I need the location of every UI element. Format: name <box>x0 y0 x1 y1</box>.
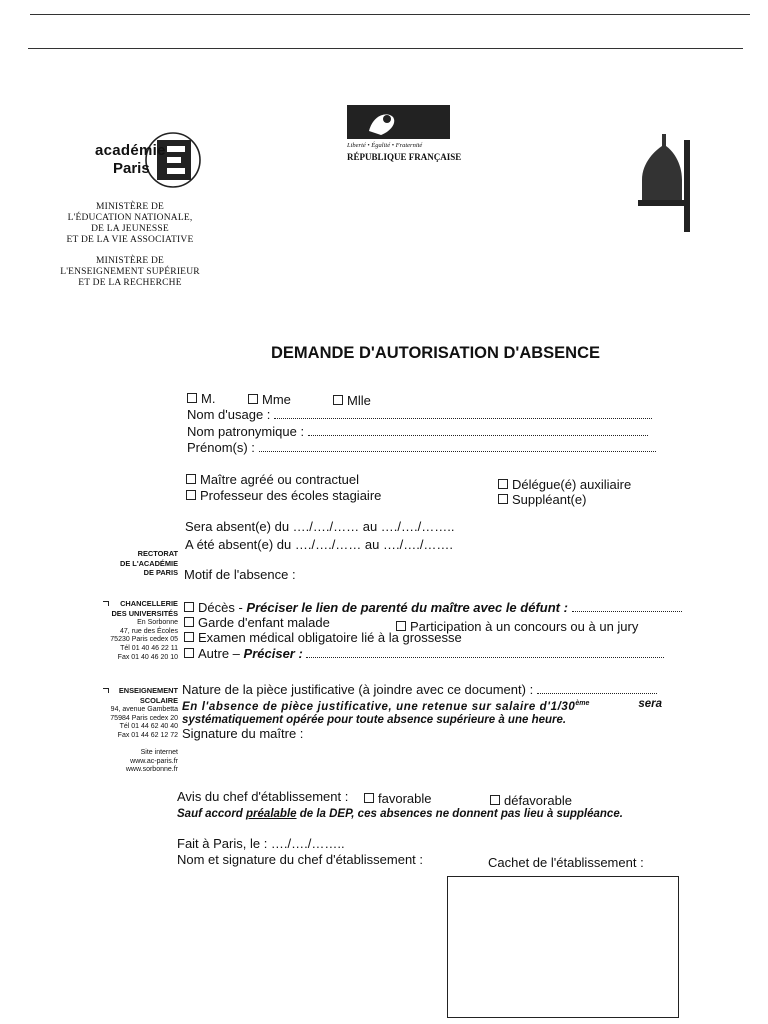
checkbox-mlle[interactable] <box>333 395 343 405</box>
civility-mme[interactable]: Mme <box>248 392 291 407</box>
date-a-ete-absent[interactable]: A été absent(e) du …./…./…… au …./…./……. <box>185 537 454 552</box>
academie-line2: Paris <box>113 160 150 177</box>
checkbox-favorable[interactable] <box>364 793 374 803</box>
checkbox-m[interactable] <box>187 393 197 403</box>
checkbox-maitre[interactable] <box>186 474 196 484</box>
status-prof[interactable]: Professeur des écoles stagiaire <box>186 488 381 503</box>
status-delegue[interactable]: Délégue(é) auxiliaire <box>498 477 631 492</box>
side-bracket-1 <box>103 601 109 606</box>
cachet-label: Cachet de l'établissement : <box>488 855 644 870</box>
field-nom-patronymique[interactable]: Nom patronymique : <box>187 424 648 439</box>
academie-logo <box>95 130 210 190</box>
checkbox-defavorable[interactable] <box>490 795 500 805</box>
checkbox-mme[interactable] <box>248 394 258 404</box>
reason-deces[interactable]: Décès - Préciser le lien de parenté du maître avec le défunt : <box>184 600 682 615</box>
date-sera-absent[interactable]: Sera absent(e) du …./…./…… au …./…./…….. <box>185 519 455 534</box>
signature-maitre[interactable]: Signature du maître : <box>182 726 304 741</box>
side-enseignement: ENSEIGNEMENT SCOLAIRE 94, avenue Gambetta 75984 Paris cedex 20 Tél 01 44 62 40 40 Fax 01 44 62 12 72 Site internet www.ac-paris.fr www.sorbonne.fr <box>110 686 178 774</box>
checkbox-suppleant[interactable] <box>498 494 508 504</box>
ministry-enseignement: MINISTÈRE DE L'ENSEIGNEMENT SUPÉRIEUR ET DE LA RECHERCHE <box>60 256 200 288</box>
avis-label: Avis du chef d'établissement : <box>177 789 349 804</box>
ministry-education: MINISTÈRE DE L'ÉDUCATION NATIONALE, DE LA JEUNESSE ET DE LA VIE ASSOCIATIVE <box>66 202 194 245</box>
checkbox-autre[interactable] <box>184 648 194 658</box>
checkbox-deces[interactable] <box>184 602 194 612</box>
retenue-line1: En l'absence de pièce justificative, une retenue sur salaire d'1/30ème sera <box>182 698 662 713</box>
civility-mlle[interactable]: Mlle <box>333 393 371 408</box>
rf-name: RÉPUBLIQUE FRANÇAISE <box>347 152 462 162</box>
sorbonne-logo <box>636 128 692 234</box>
republique-logo <box>347 105 462 165</box>
side-rectorat: RECTORAT DE L'ACADÉMIE DE PARIS <box>119 549 178 578</box>
document-title: DEMANDE D'AUTORISATION D'ABSENCE <box>271 344 601 362</box>
side-bracket-2 <box>103 688 109 693</box>
civility-m[interactable]: M. <box>187 391 215 406</box>
avis-defavorable[interactable]: défavorable <box>490 793 572 808</box>
checkbox-prof[interactable] <box>186 490 196 500</box>
sorbonne-dome-icon <box>636 128 692 234</box>
checkbox-delegue[interactable] <box>498 479 508 489</box>
avis-favorable[interactable]: favorable <box>364 791 431 806</box>
checkbox-examen[interactable] <box>184 632 194 642</box>
fait-a-paris[interactable]: Fait à Paris, le : …./…./…….. <box>177 836 345 851</box>
nature-piece[interactable]: Nature de la pièce justificative (à joindre avec ce document) : <box>182 682 657 697</box>
side-chancellerie: CHANCELLERIE DES UNIVERSITÉS En Sorbonne 47, rue des Écoles 75230 Paris cedex 05 Tél 01 40 46 22 11 Fax 01 40 46 20 10 <box>110 599 178 661</box>
marianne-icon <box>347 105 450 139</box>
motif-label: Motif de l'absence : <box>184 567 296 582</box>
academie-line1: académie <box>95 142 166 159</box>
field-prenom[interactable]: Prénom(s) : <box>187 440 656 455</box>
top-rule <box>30 14 750 15</box>
checkbox-garde[interactable] <box>184 617 194 627</box>
reason-autre[interactable]: Autre – Préciser : <box>184 646 664 661</box>
rf-motto: Liberté • Égalité • Fraternité <box>347 142 423 149</box>
reason-garde[interactable]: Garde d'enfant malade <box>184 615 330 630</box>
sauf-accord: Sauf accord préalable de la DEP, ces absences ne donnent pas lieu à suppléance. <box>177 808 623 820</box>
status-suppleant[interactable]: Suppléant(e) <box>498 492 586 507</box>
status-maitre[interactable]: Maître agréé ou contractuel <box>186 472 359 487</box>
field-nom-usage[interactable]: Nom d'usage : <box>187 407 652 422</box>
cachet-box[interactable] <box>447 876 679 1018</box>
reason-concours[interactable]: Participation à un concours ou à un jury <box>396 619 638 634</box>
top-rule-2 <box>28 48 743 49</box>
reason-examen[interactable]: Examen médical obligatoire lié à la grossesse <box>184 630 462 645</box>
nom-signature-chef: Nom et signature du chef d'établissement : <box>177 852 424 867</box>
retenue-line2: systématiquement opérée pour toute absence supérieure à une heure. <box>182 714 567 726</box>
